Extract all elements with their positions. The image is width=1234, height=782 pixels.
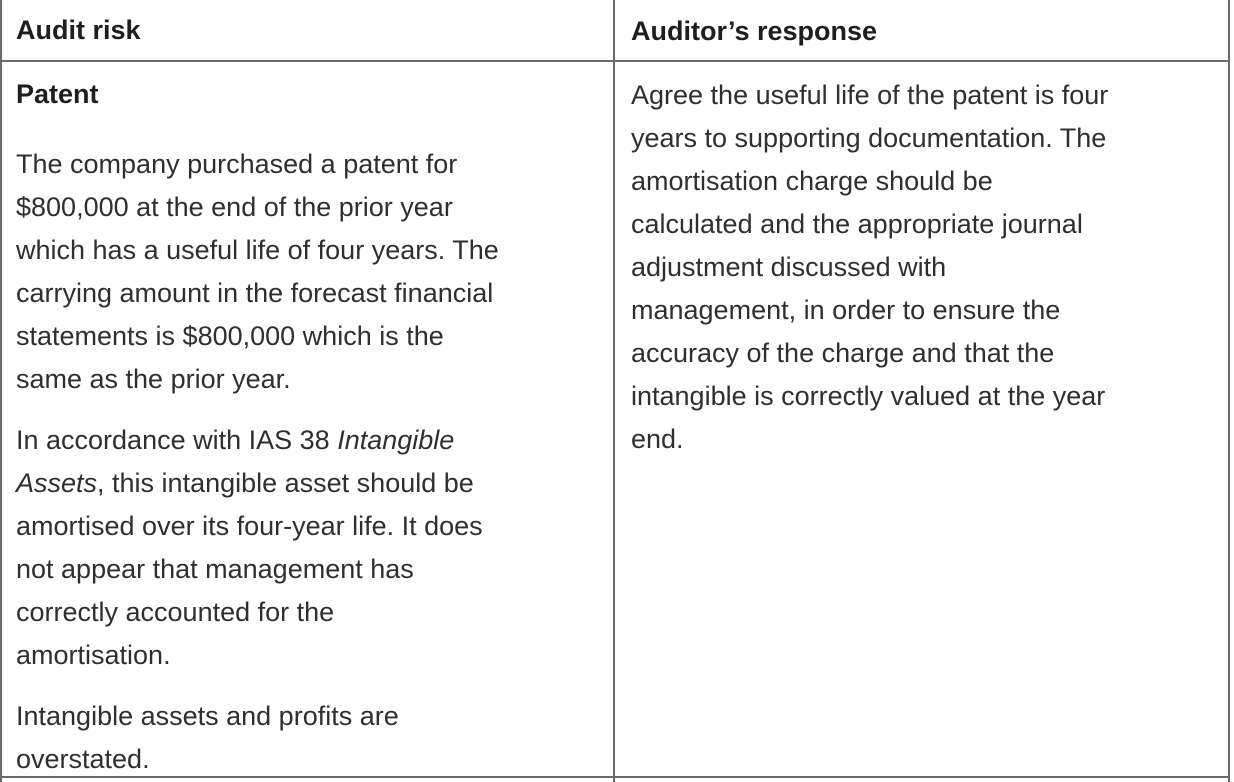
risk-line: which has a useful life of four years. The [16, 235, 499, 265]
risk-line: The company purchased a patent for [16, 149, 458, 179]
auditors-response-cell [631, 74, 1221, 461]
response-line: intangible is correctly valued at the year [631, 381, 1106, 411]
risk-text: In accordance with IAS 38 [16, 425, 338, 455]
risk-line: $800,000 at the end of the prior year [16, 192, 453, 222]
risk-text: , this intangible asset should be [97, 468, 474, 498]
table-column-divider [613, 0, 615, 782]
risk-line: correctly accounted for the [16, 597, 335, 627]
response-line: Agree the useful life of the patent is four [631, 80, 1109, 110]
response-line: management, in order to ensure the [631, 295, 1061, 325]
standard-title-part: Intangible [337, 425, 455, 455]
table-header-divider [0, 60, 1230, 62]
risk-title: Patent [16, 79, 99, 109]
response-line: calculated and the appropriate journal [631, 209, 1083, 239]
response-line: amortisation charge should be [631, 166, 993, 196]
risk-paragraph-1 [16, 143, 606, 401]
header-audit-risk: Audit risk [16, 15, 141, 45]
risk-line: statements is $800,000 which is the [16, 321, 444, 351]
risk-line [16, 419, 606, 462]
audit-risk-cell [16, 79, 606, 781]
response-paragraph [631, 74, 1221, 461]
response-line: years to supporting documentation. The [631, 123, 1107, 153]
risk-line: overstated. [16, 744, 150, 774]
table-left-border [0, 0, 2, 782]
response-line: end. [631, 424, 684, 454]
risk-line: amortisation. [16, 640, 171, 670]
risk-line: amortised over its four-year life. It does [16, 511, 483, 541]
standard-title-part: Assets [16, 468, 98, 498]
risk-line: not appear that management has [16, 554, 414, 584]
header-auditors-response: Auditor’s response [631, 16, 878, 46]
risk-line: same as the prior year. [16, 364, 291, 394]
risk-paragraph-2 [16, 419, 606, 677]
table-right-border [1228, 0, 1230, 782]
risk-line: Intangible assets and profits are [16, 701, 399, 731]
response-line: adjustment discussed with [631, 252, 947, 282]
risk-line: carrying amount in the forecast financial [16, 278, 494, 308]
risk-paragraph-3 [16, 695, 606, 781]
response-line: accuracy of the charge and that the [631, 338, 1055, 368]
risk-line [16, 462, 606, 505]
